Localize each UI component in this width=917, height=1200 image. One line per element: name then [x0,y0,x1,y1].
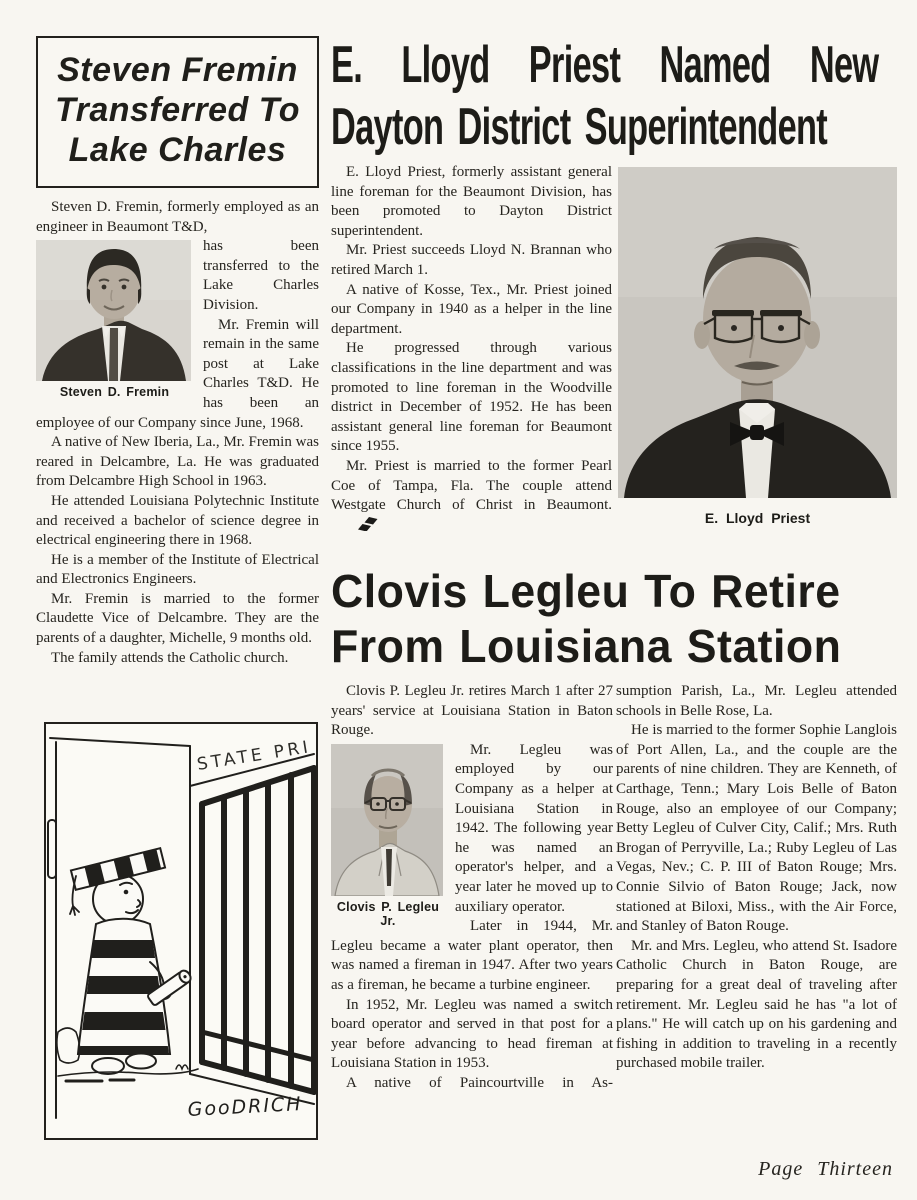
paragraph: Mr. Legleu was employed by our Company as a helper at Louisiana Station in 1942. The following year he was named an operator's helper, and a year later he moved up to auxiliary operator. [455,741,613,915]
prison-graduation-cartoon [44,722,318,1140]
door [48,738,314,1118]
photo-caption: Clovis P. Legleu Jr. [336,899,440,928]
fremin-portrait-photo [36,240,191,381]
legleu-article-col1 [331,682,613,1093]
legleu-headline [331,564,857,674]
paragraph: He is married to the former Sophie Langlois of Port Allen, La., and the couple are the parents of nine children. They are Kenneth, of Carthage, Tenn.; Mary Lois Belle of Baton Rouge, also an employee of our Company; Betty Legleu of Culver City, Calif.; Mrs. Ruth Brogan of Perryville, La.; Ruby Legleu of Las Vegas, Nev.; C. P. III of Baton Rouge; Mrs. Connie Silvio of Baton Rouge; Jack, now stationed at Biloxi, Miss., with the Air Force, and Stanley of Baton Rouge. [616,722,897,935]
paragraph: Mr. Fremin will remain in the same post at Lake Charles T&D. He has been an employee of our Company since June, 1968. [36,316,319,431]
legleu-headline-line: Clovis Legleu To Retire [331,565,841,617]
paragraph: Mr. Priest is married to the former Pearl Coe of Tampa, Fla. The couple attend Westgate Church of Christ in Beaumont. [331,457,612,537]
photo-caption: Steven D. Fremin [59,385,170,400]
fremin-article [36,36,319,668]
paragraph: The family attends the Catholic church. [51,649,289,666]
fremin-headline-line: Transferred To [54,91,301,129]
legleu-portrait-photo [331,744,443,896]
legleu-headline-line: From Louisiana Station [331,620,842,672]
photo-caption: E. Lloyd Priest [704,510,811,526]
legleu-article-col2 [616,682,897,1074]
priest-portrait-photo [618,167,897,498]
paragraph: A native of Paincourtville in As- [346,1074,613,1091]
paragraph: He is a member of the Institute of Electrical and Electronics Engineers. [36,551,319,588]
prisoner-graduate-figure [70,848,193,1074]
cartoon-signature: GooDRICH [187,1093,304,1121]
paragraph: Clovis P. Legleu Jr. retires March 1 after 27 years' service at Louisiana Station in Baton Rouge. [331,683,613,739]
priest-photo-figure [618,167,897,526]
paragraph: Mr. Fremin is married to the former Claudette Vice of Delcambre. They are the parents of a daughter, Michelle, 9 months old. [36,590,319,647]
paragraph: A native of New Iberia, La., Mr. Fremin was reared in Delcambre, La. He was graduated from Delcambre High School in 1963. [36,434,319,490]
paragraph: Mr. Priest succeeds Lloyd N. Brannan who retired March 1. [331,242,612,278]
priest-headline [331,34,917,158]
priest-headline-line: Dayton District Superintendent [331,98,828,156]
fremin-headline-line: Lake Charles [68,131,287,169]
priest-article-body [331,163,612,537]
paragraph: Steven D. Fremin, formerly employed as an engineer in Beaumont T&D, [36,199,319,235]
paragraph: sumption Parish, La., Mr. Legleu attended schools in Belle Rose, La. [616,683,897,719]
cartoon-sign-text: STATE PRI [195,737,313,775]
paragraph: Mr. and Mrs. Legleu, who attend St. Isadore Catholic Church in Baton Rouge, are preparing for a great deal of traveling after retirement. Mr. Legleu said he has "a lot of plans." He will catch up on his gardening and fishing in addition to traveling in a recently purchased mobile trailer. [616,937,897,1072]
fremin-headline [36,36,319,188]
end-of-article-icon [357,516,381,531]
priest-headline-line: E. Lloyd Priest Named New [331,36,879,94]
paragraph: He attended Louisiana Polytechnic Institute and received a bachelor of science degree in electrical engineering there in 1968. [36,492,319,549]
paragraph: has been transferred to the Lake Charles Division. [203,238,319,313]
fremin-headline-line: Steven Fremin [57,51,298,89]
paragraph: A native of Kosse, Tex., Mr. Priest joined our Company in 1940 as a helper in the line department. [331,281,612,337]
legleu-photo-figure [331,744,445,928]
fremin-photo-figure [36,240,193,399]
cartoon-drawing [46,724,316,1138]
paragraph: Later in 1944, Mr. Legleu became a water plant operator, then was named a fireman in 1947. After two years as a fireman, he became a turbine engineer. [331,918,613,993]
jail-gate-icon [202,768,314,1092]
paragraph: He progressed through various classifications in the line department and was promoted to line foreman in the Woodville district in December of 1952. He has been assistant general line foreman for Beaumont since 1955. [331,340,612,455]
paragraph: E. Lloyd Priest, formerly assistant general line foreman for the Beaumont Division, has been promoted to Dayton District superintendent. [331,164,612,239]
page-number: Page Thirteen [758,1158,893,1180]
paragraph: In 1952, Mr. Legleu was named a switch board operator and served in that post for a year before advancing to head fireman at Louisiana Station in 1953. [331,996,613,1072]
